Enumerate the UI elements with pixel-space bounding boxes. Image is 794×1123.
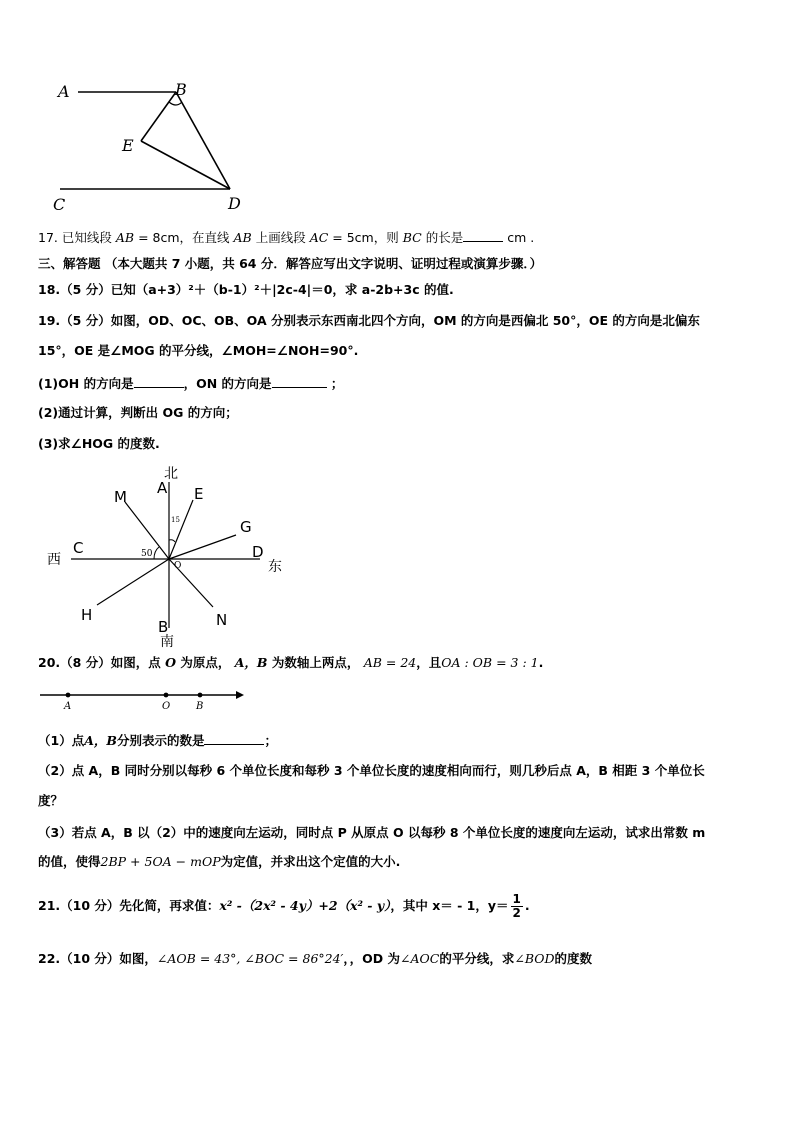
q22-text-b: ，，OD 为 bbox=[343, 951, 400, 966]
axis-label-a: A bbox=[64, 701, 72, 712]
label-a: A bbox=[157, 479, 168, 497]
q22-text-a: 22.（10 分）如图， bbox=[38, 951, 157, 966]
q19-oh-blank[interactable] bbox=[134, 375, 184, 388]
question-20-line-1 bbox=[38, 655, 543, 671]
q20-p3-text-a: 的值，使得 bbox=[38, 854, 101, 869]
q20-p3-text-b: 为定值，并求出这个定值的大小. bbox=[220, 854, 401, 869]
label-south: 南 bbox=[160, 634, 174, 650]
label-d: D bbox=[228, 194, 241, 213]
q20-p1-text-b: 分别表示的数是 bbox=[116, 733, 205, 748]
point-b bbox=[198, 693, 203, 698]
label-d: D bbox=[252, 543, 264, 561]
q22-text-d: 的度数 bbox=[554, 951, 593, 966]
q21-expression: x² -（2x² - 4y）+2（x² - y） bbox=[219, 898, 391, 913]
q20-answer-blank[interactable] bbox=[204, 732, 264, 745]
label-c: C bbox=[53, 195, 66, 214]
label-50: 50 bbox=[141, 549, 153, 559]
q21-numerator: 1 bbox=[512, 892, 521, 906]
label-c: C bbox=[73, 539, 84, 557]
question-18: 18.（5 分）已知（a+3）²＋（b-1）²＋|2c-4|＝0，求 a-2b+3c 的值. bbox=[38, 282, 454, 297]
question-20-part-3: （3）若点 A，B 以（2）中的速度向左运动，同时点 P 从原点 O 以每秒 8 个单位长度的速度向左运动，试求出常数 m bbox=[38, 825, 706, 840]
q17-text-1: 已知线段 bbox=[61, 230, 112, 245]
section-3-heading: 三、解答题 （本大题共 7 小题，共 64 分．解答应写出文字说明、证明过程或演算步骤．） bbox=[38, 256, 543, 271]
label-h: H bbox=[81, 606, 93, 624]
q19-on-blank[interactable] bbox=[272, 375, 327, 388]
question-19-line-1: 19.（5 分）如图，OD、OC、OB、OA 分别表示东西南北四个方向，OM 的方向是西偏北 50°，OE 的方向是北偏东 bbox=[38, 313, 700, 328]
parallel-lines-figure bbox=[50, 75, 250, 215]
q17-bc: BC bbox=[402, 230, 422, 245]
q20-text-a: 20.（8 分）如图，点 bbox=[38, 655, 161, 670]
q22-angles: ∠AOB = 43°, ∠BOC = 86°24′ bbox=[156, 951, 344, 966]
q17-eq2: = 5cm，则 bbox=[328, 230, 399, 245]
q20-p1-text-a: （1）点 bbox=[38, 733, 85, 748]
question-20-part-3-cont bbox=[38, 854, 400, 870]
question-17 bbox=[38, 229, 534, 246]
label-n: N bbox=[216, 611, 228, 629]
compass-direction-figure bbox=[40, 460, 300, 650]
axis-label-b: B bbox=[196, 701, 204, 712]
q19-p1-text-c: ； bbox=[330, 376, 344, 391]
label-g: G bbox=[240, 518, 252, 536]
q21-text-c: . bbox=[524, 898, 530, 913]
question-22 bbox=[38, 951, 592, 967]
q20-condition-ab: AB = 24 bbox=[363, 655, 417, 670]
ray-oe bbox=[169, 500, 193, 559]
ray-og bbox=[169, 535, 236, 559]
q21-denominator: 2 bbox=[512, 906, 521, 920]
angle-arc-15 bbox=[169, 540, 175, 542]
label-b: B bbox=[175, 80, 187, 99]
angle-arc-50 bbox=[154, 547, 159, 559]
angle-arc-b bbox=[169, 102, 182, 105]
point-o bbox=[164, 693, 169, 698]
q17-ab2: AB bbox=[233, 230, 252, 245]
q20-p3-expression: 2BP + 5OA − mOP bbox=[100, 854, 221, 869]
point-a bbox=[66, 693, 71, 698]
question-20-part-2: （2）点 A，B 同时分别以每秒 6 个单位长度和每秒 3 个单位长度的速度相向而行，则几秒后点 A，B 相距 3 个单位长 bbox=[38, 763, 705, 778]
q17-unit: cm . bbox=[507, 230, 535, 245]
q21-text-b: ，其中 x＝ - 1，y＝ bbox=[390, 898, 509, 913]
ray-oh bbox=[97, 559, 169, 605]
question-20-part-2-cont: 度？ bbox=[38, 793, 64, 808]
q17-text-3: 的长是 bbox=[425, 230, 464, 245]
q21-fraction bbox=[511, 893, 523, 920]
label-o: O bbox=[174, 561, 182, 571]
label-e: E bbox=[194, 485, 204, 503]
q20-p1-ab: A，B bbox=[84, 733, 117, 748]
q20-condition-ratio: OA : OB = 3 : 1 bbox=[441, 655, 539, 670]
q22-text-c: 的平分线，求 bbox=[439, 951, 515, 966]
label-b: B bbox=[158, 618, 169, 636]
q22-angle-bod: ∠BOD bbox=[514, 951, 555, 966]
label-e: E bbox=[122, 136, 134, 155]
q17-number: 17. bbox=[38, 230, 58, 245]
q22-angle-aoc: ∠AOC bbox=[400, 951, 440, 966]
label-west: 西 bbox=[47, 552, 61, 568]
number-line-figure bbox=[38, 686, 248, 712]
question-19-part-1 bbox=[38, 375, 343, 392]
q19-p1-text-a: (1)OH 的方向是 bbox=[38, 376, 134, 391]
axis-arrow bbox=[236, 691, 244, 699]
label-m: M bbox=[114, 488, 127, 506]
q20-p1-text-c: ； bbox=[264, 733, 277, 748]
q17-answer-blank[interactable] bbox=[463, 229, 503, 242]
q20-ab: A，B bbox=[234, 655, 268, 670]
label-north: 北 bbox=[164, 466, 178, 482]
question-20-part-1 bbox=[38, 732, 277, 749]
q17-text-2: 上画线段 bbox=[255, 230, 306, 245]
segment-be bbox=[141, 92, 176, 141]
q17-eq1: = 8cm，在直线 bbox=[134, 230, 230, 245]
q21-text-a: 21.（10 分）先化简，再求值： bbox=[38, 898, 220, 913]
label-a: A bbox=[58, 82, 70, 101]
label-east: 东 bbox=[268, 559, 282, 575]
question-19-part-3: (3)求∠HOG 的度数. bbox=[38, 436, 160, 451]
q20-text-c: 为数轴上两点， bbox=[271, 655, 360, 670]
question-19-part-2: (2)通过计算，判断出 OG 的方向； bbox=[38, 405, 238, 420]
q17-ab: AB bbox=[115, 230, 135, 245]
q20-text-b: 为原点， bbox=[180, 655, 231, 670]
question-21 bbox=[38, 891, 530, 921]
axis-label-o: O bbox=[162, 701, 171, 712]
question-19-line-2: 15°，OE 是∠MOG 的平分线，∠MOH=∠NOH=90°. bbox=[38, 343, 359, 358]
q20-o: O bbox=[165, 655, 176, 670]
q20-text-e: . bbox=[538, 655, 544, 670]
label-15: 15 bbox=[171, 516, 180, 524]
q19-p1-text-b: ，ON 的方向是 bbox=[183, 376, 272, 391]
q17-ac: AC bbox=[309, 230, 329, 245]
q20-text-d: ，且 bbox=[416, 655, 442, 670]
